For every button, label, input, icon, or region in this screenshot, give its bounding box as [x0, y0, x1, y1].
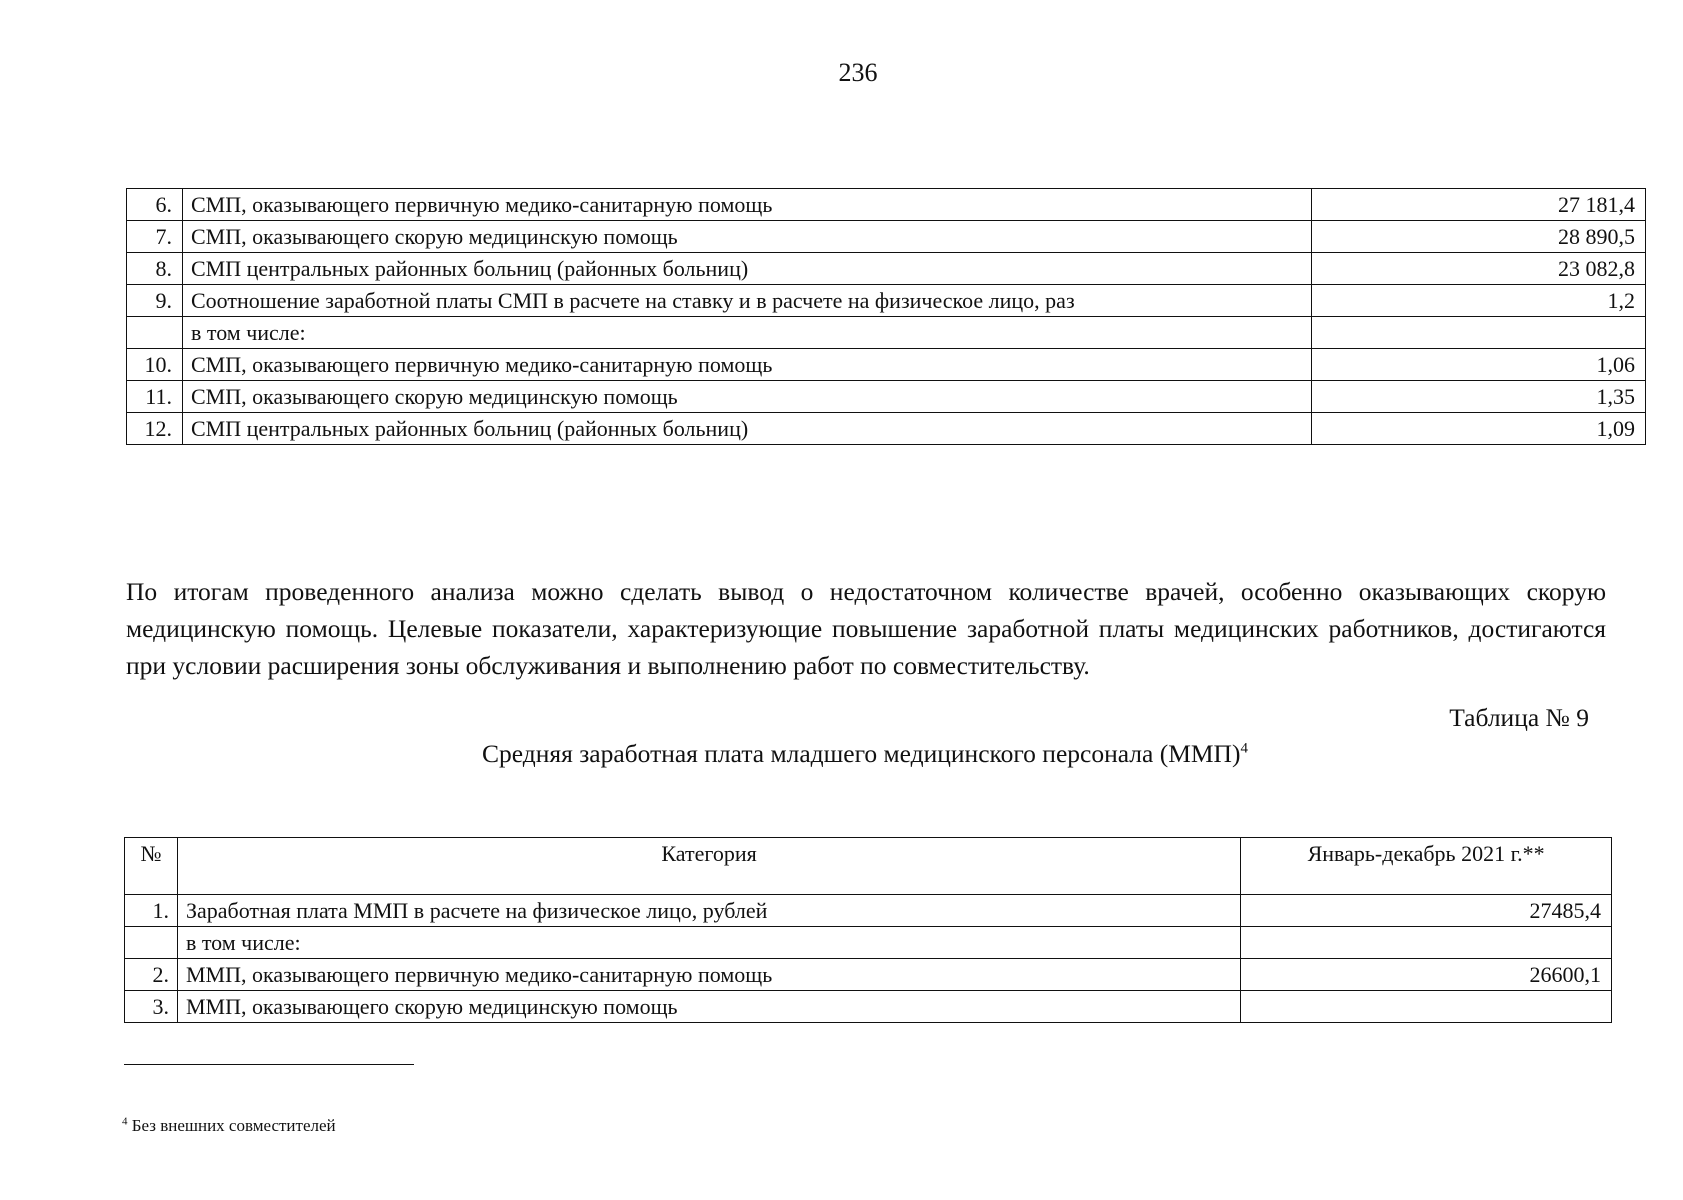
- row-value: 27 181,4: [1312, 189, 1646, 221]
- footnote-marker: 4: [122, 1115, 128, 1128]
- row-label: СМП, оказывающего скорую медицинскую помощь: [182, 221, 1311, 253]
- row-value: 1,09: [1312, 413, 1646, 445]
- footnote-text: Без внешних совместителей: [127, 1116, 336, 1135]
- table-header-row: [125, 838, 1612, 895]
- table-row: [127, 413, 1646, 445]
- row-label: Соотношение заработной платы СМП в расчете на ставку и в расчете на физическое лицо, раз: [182, 285, 1311, 317]
- row-number: [127, 317, 183, 349]
- table-row: [127, 285, 1646, 317]
- row-label: СМП, оказывающего скорую медицинскую помощь: [182, 381, 1311, 413]
- table-row: [125, 959, 1612, 991]
- page-number: 236: [838, 58, 878, 87]
- row-value: [1312, 317, 1646, 349]
- row-label: в том числе:: [182, 317, 1311, 349]
- row-number: 3.: [125, 991, 178, 1023]
- row-value: [1241, 991, 1612, 1023]
- row-number: 11.: [127, 381, 183, 413]
- row-value: [1241, 927, 1612, 959]
- row-value: 1,35: [1312, 381, 1646, 413]
- row-label: СМП центральных районных больниц (районных больниц): [182, 253, 1311, 285]
- row-label: Заработная плата ММП в расчете на физическое лицо, рублей: [177, 895, 1240, 927]
- row-label: СМП, оказывающего первичную медико-санитарную помощь: [182, 189, 1311, 221]
- footnote-divider: [124, 1064, 414, 1065]
- row-number: 10.: [127, 349, 183, 381]
- table-row: [127, 349, 1646, 381]
- row-number: 8.: [127, 253, 183, 285]
- table-row: [127, 221, 1646, 253]
- row-number: 1.: [125, 895, 178, 927]
- header-category: Категория: [177, 838, 1240, 895]
- table-row: [125, 991, 1612, 1023]
- smp-salary-table: [126, 188, 1646, 445]
- table-row: [127, 253, 1646, 285]
- table-row: [125, 895, 1612, 927]
- mmp-salary-table: [124, 837, 1612, 1023]
- row-number: 7.: [127, 221, 183, 253]
- row-value: 26600,1: [1241, 959, 1612, 991]
- table-title: [0, 739, 1683, 769]
- row-label: в том числе:: [177, 927, 1240, 959]
- row-number: 9.: [127, 285, 183, 317]
- footnote-reference: 4: [1240, 740, 1248, 757]
- table-title-text: Средняя заработная плата младшего медицинского персонала (ММП): [482, 739, 1241, 768]
- table-row: [127, 381, 1646, 413]
- table-number-label: Таблица № 9: [1449, 703, 1589, 732]
- footnote: [122, 1116, 336, 1136]
- table-row: [127, 317, 1646, 349]
- row-value: 27485,4: [1241, 895, 1612, 927]
- row-value: 1,2: [1312, 285, 1646, 317]
- conclusion-paragraph: По итогам проведенного анализа можно сделать вывод о недостаточном количестве врачей, особенно оказывающих скорую медицинскую помощь. Целевые показатели, характеризующие повышение заработной платы медицинских работников, достигаются при условии расширения зоны обслуживания и выполнению работ по совместительству.: [126, 576, 1606, 680]
- row-label: СМП центральных районных больниц (районных больниц): [182, 413, 1311, 445]
- row-label: СМП, оказывающего первичную медико-санитарную помощь: [182, 349, 1311, 381]
- row-value: 1,06: [1312, 349, 1646, 381]
- row-label: ММП, оказывающего скорую медицинскую помощь: [177, 991, 1240, 1023]
- table-row: [125, 927, 1612, 959]
- row-number: [125, 927, 178, 959]
- row-label: ММП, оказывающего первичную медико-санитарную помощь: [177, 959, 1240, 991]
- row-value: 23 082,8: [1312, 253, 1646, 285]
- row-number: 2.: [125, 959, 178, 991]
- row-number: 6.: [127, 189, 183, 221]
- table-row: [127, 189, 1646, 221]
- header-number: №: [125, 838, 178, 895]
- row-value: 28 890,5: [1312, 221, 1646, 253]
- row-number: 12.: [127, 413, 183, 445]
- header-period: Январь-декабрь 2021 г.**: [1241, 838, 1612, 895]
